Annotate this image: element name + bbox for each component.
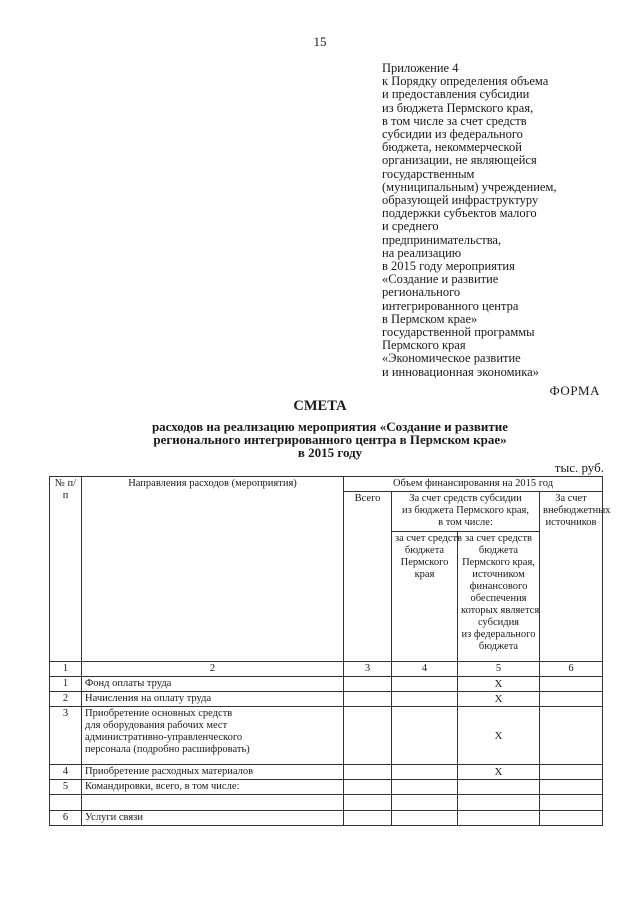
appendix-line: интегрированного центра [382,298,519,313]
header-regional-line: края [414,569,435,580]
appendix-line: Приложение 4 [382,61,459,75]
cell-extrabudget [540,811,603,826]
row-name: Фонд оплаты труда [82,677,344,692]
appendix-line: в 2015 году мероприятия [382,259,515,274]
appendix-line: в Пермском крае» [382,311,478,326]
header-subsidy-line: из бюджета Пермского края, [401,505,529,516]
appendix-line: (муниципальным) учреждением, [382,179,557,194]
row-name: Приобретение расходных материалов [82,765,344,780]
row-name [82,707,344,765]
cell-extrabudget [540,677,603,692]
column-number: 3 [344,662,392,677]
header-num: № п/п [50,477,82,662]
row-name-line: Приобретение основных средств [85,708,233,719]
units-label: тыс. руб. [554,460,604,475]
appendix-line: «Создание и развитие [382,272,499,287]
column-number: 4 [392,662,458,677]
header-subsidy [392,492,540,532]
header-regional-line: бюджета [404,545,445,556]
cell-regional [392,811,458,826]
header-subsidy-line: в том числе: [438,517,493,528]
table-row [50,707,603,765]
header-regional-line: за счет средств [395,533,463,544]
row-name: Командировки, всего, в том числе: [82,780,344,795]
header-federal-subsidy [458,532,540,662]
cell-federal-mark: Х [458,707,540,765]
column-number-row [50,662,603,677]
row-number: 6 [50,811,82,826]
column-number: 1 [50,662,82,677]
row-name-line: административно-управленческого [85,732,243,743]
table-row [50,765,603,780]
appendix-line: из бюджета Пермского края, [382,100,534,115]
appendix-line: Пермского края [382,338,466,353]
header-funding: Объем финансирования на 2015 год [344,477,603,492]
column-number: 2 [82,662,344,677]
row-number: 1 [50,677,82,692]
table-row-empty [50,795,603,811]
appendix-line: и предоставления субсидии [382,87,530,102]
row-number: 3 [50,707,82,765]
column-number: 5 [458,662,540,677]
cell-total [344,780,392,795]
cell-regional [392,780,458,795]
appendix-line: государственной программы [382,325,535,340]
page-number: 15 [313,34,327,49]
appendix-line: к Порядку определения объема [382,74,549,89]
cell-extrabudget [540,707,603,765]
header-federal-line: бюджета [478,641,519,652]
appendix-line: на реализацию [382,245,462,260]
header-federal-line: финансового [469,581,528,592]
header-extrabudget: За счет внебюджетных источников [540,492,603,662]
table-row [50,692,603,707]
row-name-line: для оборудования рабочих мест [85,720,228,731]
cell-federal-mark: Х [458,692,540,707]
appendix-line: предпринимательства, [382,232,502,247]
cell-extrabudget [540,780,603,795]
appendix-line: в том числе за счет средств [382,113,527,128]
subtitle-line: расходов на реализацию мероприятия «Создание и развитие [151,419,509,434]
header-federal-line: Пермского края, [462,557,535,568]
cell-federal-mark: Х [458,765,540,780]
column-number: 6 [540,662,603,677]
header-regional-budget [392,532,463,662]
document-title: СМЕТА [293,398,347,414]
appendix-line: субсидии из федерального [382,127,523,142]
cell-regional [392,692,458,707]
form-label: ФОРМА [549,383,600,398]
header-subsidy-line: За счет средств субсидии [409,493,522,504]
header-total: Всего [344,492,392,662]
budget-table [49,476,611,826]
subtitle-line: в 2015 году [297,445,363,460]
row-number: 2 [50,692,82,707]
header-federal-line: из федерального [461,629,536,640]
appendix-line: «Экономическое развитие [382,351,521,366]
cell-total [344,677,392,692]
header-federal-line: источником [472,569,525,580]
cell-federal-mark [458,811,540,826]
table-row [50,811,603,826]
subtitle-line: регионального интегрированного центра в Пермском крае» [153,432,507,447]
row-name: Услуги связи [82,811,344,826]
cell-regional [392,765,458,780]
cell-total [344,707,392,765]
appendix-line: регионального [382,285,461,300]
cell-regional [392,677,458,692]
table-row [50,780,603,795]
cell-total [344,765,392,780]
row-number: 4 [50,765,82,780]
header-federal-line: субсидия [477,617,520,628]
document-subtitle [60,420,600,459]
appendix-line: бюджета, некоммерческой [382,140,522,155]
header-federal-line: за счет средств [464,533,533,544]
appendix-line: и среднего [382,219,439,234]
table-row [50,677,603,692]
appendix-line: организации, не являющейся [382,153,537,168]
appendix-line: государственным [382,166,475,181]
header-regional-line: Пермского [400,557,449,568]
row-name: Начисления на оплату труда [82,692,344,707]
appendix-block [382,62,632,379]
row-name-line: персонала (подробно расшифровать) [85,744,250,755]
row-number: 5 [50,780,82,795]
header-federal-line: которых является [461,605,540,616]
cell-extrabudget [540,765,603,780]
cell-regional [392,707,458,765]
header-direction: Направления расходов (мероприятия) [82,477,344,662]
header-federal-line: бюджета [478,545,519,556]
cell-total [344,811,392,826]
appendix-line: образующей инфраструктуру [382,193,539,208]
cell-total [344,692,392,707]
header-federal-line: обеспечения [470,593,527,604]
appendix-line: поддержки субъектов малого [382,206,537,221]
cell-federal-mark [458,780,540,795]
appendix-line: и инновационная экономика» [382,364,539,379]
cell-federal-mark: Х [458,677,540,692]
cell-extrabudget [540,692,603,707]
